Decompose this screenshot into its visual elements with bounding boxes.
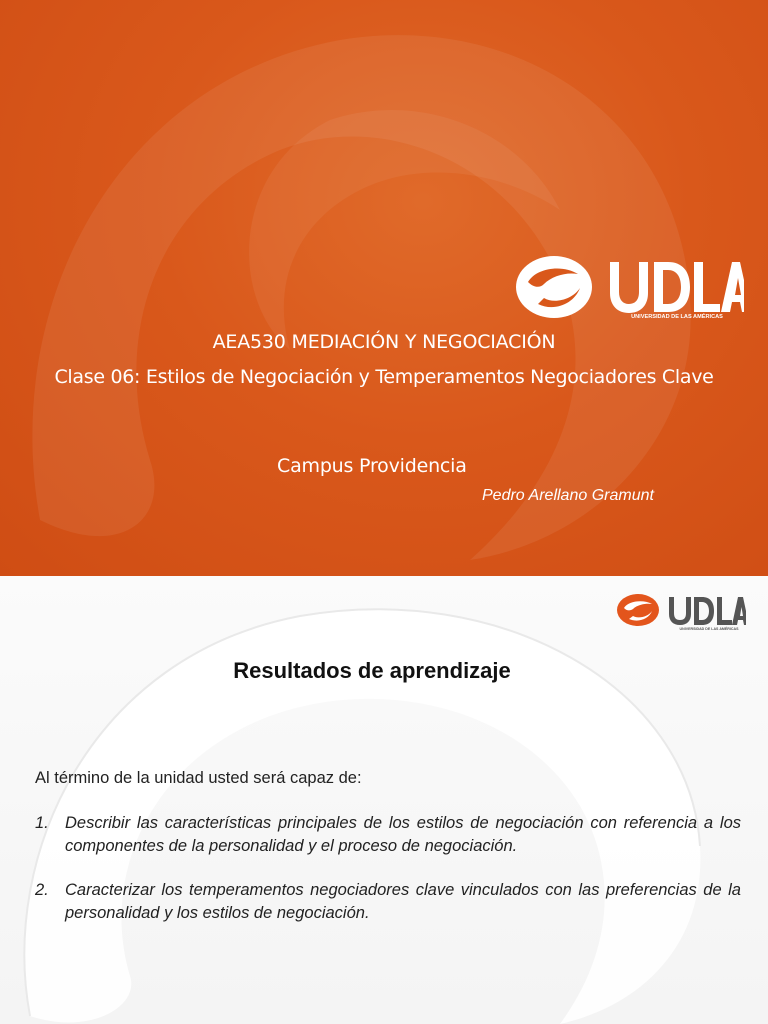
course-code-title: AEA530 MEDIACIÓN Y NEGOCIACIÓN <box>212 331 556 353</box>
author-name: Pedro Arellano Gramunt <box>482 487 654 504</box>
intro-text: Al término de la unidad usted será capaz de: <box>35 769 362 787</box>
background-watermark-decoration <box>0 576 768 1024</box>
udla-wordmark <box>610 262 744 313</box>
udla-emblem-icon <box>516 256 592 318</box>
udla-emblem-icon <box>617 594 659 626</box>
list-item-text: Describir las características principales de los estilos de negociación con referencia a los componentes de la personalidad y el proceso de negociación. <box>65 814 741 855</box>
slide-title: Resultados de aprendizaje <box>233 658 511 683</box>
udla-tagline: UNIVERSIDAD DE LAS AMÉRICAS <box>631 314 723 320</box>
list-item <box>35 812 741 858</box>
udla-logo <box>514 254 744 320</box>
list-item-number: 2. <box>35 881 49 899</box>
udla-logo <box>616 593 746 631</box>
list-item-number: 1. <box>35 814 49 832</box>
udla-tagline: UNIVERSIDAD DE LAS AMÉRICAS <box>679 627 739 631</box>
list-item <box>35 879 741 925</box>
learning-outcomes-slide <box>0 576 768 1024</box>
list-item-text: Caracterizar los temperamentos negociadores clave vinculados con las preferencias de la personalidad y los estilos de negociación. <box>65 881 741 922</box>
campus-name: Campus Providencia <box>277 455 467 477</box>
objectives-list <box>35 812 741 946</box>
class-title: Clase 06: Estilos de Negociación y Temperamentos Negociadores Clave <box>54 366 714 388</box>
udla-wordmark <box>669 597 746 625</box>
